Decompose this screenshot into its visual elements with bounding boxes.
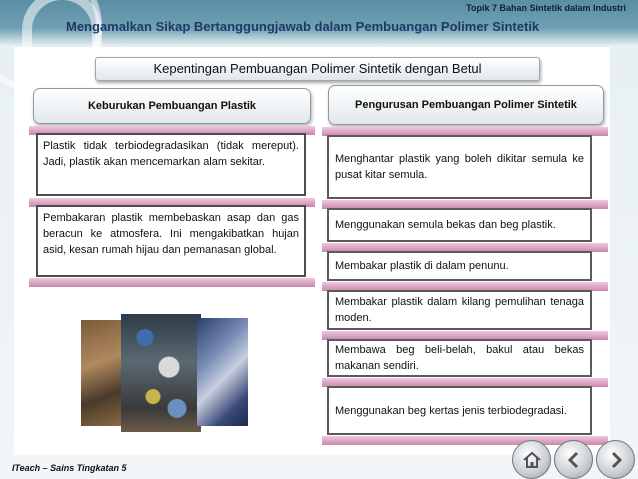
right-item xyxy=(327,339,592,377)
right-item-text: Membakar plastik di dalam penunu. xyxy=(335,260,509,272)
forward-button[interactable] xyxy=(596,440,635,479)
right-item-text: Menggunakan semula bekas dan beg plastik. xyxy=(335,219,556,231)
forward-icon xyxy=(607,451,625,469)
right-item-text: Membawa beg beli-belah, bakul atau bekas makanan sendiri. xyxy=(335,344,584,372)
left-heading-text: Keburukan Pembuangan Plastik xyxy=(87,100,257,112)
right-item-text: Menghantar plastik yang boleh dikitar semula ke pusat kitar semula. xyxy=(335,153,584,181)
right-item xyxy=(327,135,592,199)
right-item xyxy=(327,251,592,281)
left-item-text: Plastik tidak terbiodegradasikan (tidak mereput). Jadi, plastik akan mencemarkan alam sekitar. xyxy=(43,140,299,168)
plastic-waste-photo xyxy=(81,314,248,432)
home-button[interactable] xyxy=(512,440,551,479)
left-shelf xyxy=(29,278,315,287)
photo-strip-middle xyxy=(121,314,201,432)
photo-strip-left xyxy=(81,320,126,426)
main-title: Kepentingan Pembuangan Polimer Sintetik dengan Betul xyxy=(95,57,540,81)
header-title: Mengamalkan Sikap Bertanggungjawab dalam Pembuangan Polimer Sintetik xyxy=(66,19,540,34)
left-item-text: Pembakaran plastik membebaskan asap dan gas beracun ke atmosfera. Ini mengakibatkan hujan asid, kesan rumah hijau dan pemanasan global. xyxy=(43,212,299,256)
right-item-text: Menggunakan beg kertas jenis terbiodegradasi. xyxy=(335,404,567,417)
back-icon xyxy=(565,451,583,469)
footer-label: ITeach – Sains Tingkatan 5 xyxy=(12,463,127,473)
right-column-heading xyxy=(328,85,604,125)
home-icon xyxy=(522,451,542,469)
photo-strip-right xyxy=(197,318,248,426)
right-item-text: Membakar plastik dalam kilang pemulihan tenaga moden. xyxy=(335,296,584,324)
left-column-heading xyxy=(33,88,311,124)
topic-label: Topik 7 Bahan Sintetik dalam Industri xyxy=(466,3,626,13)
left-item xyxy=(36,133,306,196)
left-item xyxy=(36,205,306,277)
back-button[interactable] xyxy=(554,440,593,479)
right-item xyxy=(327,290,592,330)
right-item xyxy=(327,386,592,435)
right-item xyxy=(327,208,592,242)
right-heading-text: Pengurusan Pembuangan Polimer Sintetik xyxy=(355,98,577,111)
